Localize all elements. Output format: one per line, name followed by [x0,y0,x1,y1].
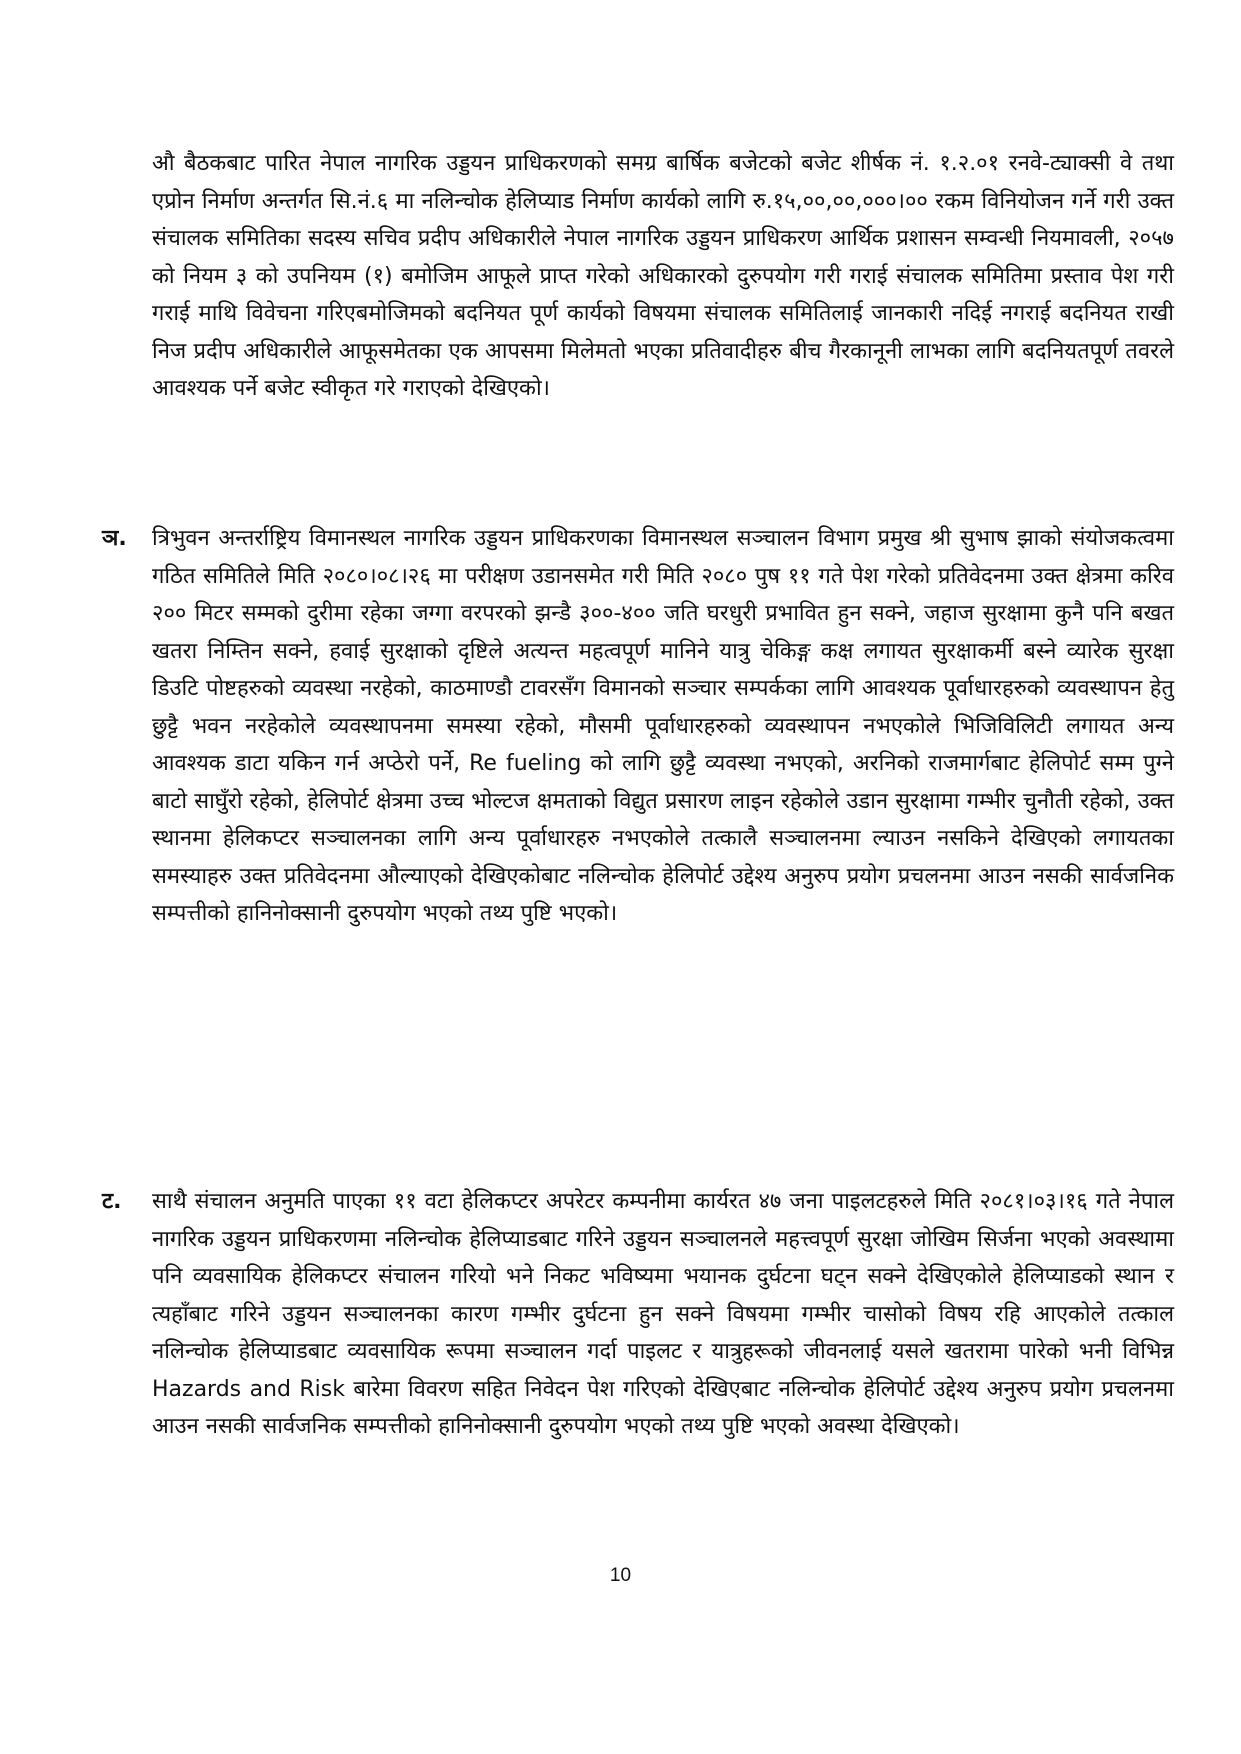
list-item-marker: ट. [102,1189,122,1214]
list-item-marker: ञ. [102,526,127,551]
page-number: 10 [609,1565,632,1586]
list-item-text: त्रिभुवन अन्तर्राष्ट्रिय विमानस्थल नागरिक उड्डयन प्राधिकरणका विमानस्थल सञ्चालन विभाग प्रमुख श्री सुभाष झाको संयोजकत्वमा गठित समितिले मिति २०८०।०८।२६ मा परीक्षण उडानसमेत गरी मिति २०८० पुष ११ गते पेश गरेको प्रतिवेदनमा उक्त क्षेत्रमा करिव २०० मिटर सम्मको दुरीमा रहेका जग्गा वरपरको झन्डै ३००-४०० जति घरधुरी प्रभावित हुन सक्ने, जहाज सुरक्षामा कुनै पनि बखत खतरा निम्तिन सक्ने, हवाई सुरक्षाको दृष्टिले अत्यन्त महत्वपूर्ण मानिने यात्रु चेकिङ्ग कक्ष लगायत सुरक्षाकर्मी बस्ने व्यारेक सुरक्षा डिउटि पोष्टहरुको व्यवस्था नरहेको, काठमाण्डौ टावरसँग विमानको सञ्चार सम्पर्कका लागि आवश्यक पूर्वाधारहरुको व्यवस्थापन हेतु छुट्टै भवन नरहेकोले व्यवस्थापनमा समस्या रहेको, मौसमी पूर्वाधारहरुको व्यवस्थापन नभएकोले भिजिविलिटी लगायत अन्य आवश्यक डाटा यकिन गर्न अप्ठेरो पर्ने, Re fueling को लागि छुट्टै व्यवस्था नभएको, अरनिको राजमार्गबाट हेलिपोर्ट सम्म पुग्ने बाटो साघुँरो रहेको, हेलिपोर्ट क्षेत्रमा उच्च भोल्टज क्षमताको विद्युत प्रसारण लाइन रहेकोले उडान सुरक्षामा गम्भीर चुनौती रहेको, उक्त स्थानमा हेलिकप्टर सञ्चालनका लागि अन्य पूर्वाधारहरु नभएकोले तत्कालै सञ्चालनमा ल्याउन नसकिने देखिएको लगायतका समस्याहरु उक्त प्रतिवेदनमा औल्याएको देखिएकोबाट नलिन्चोक हेलिपोर्ट उद्देश्य अनुरुप प्रयोग प्रचलनमा आउन नसकी सार्वजनिक सम्पत्तीको हानिनोक्सानी दुरुपयोग भएको तथ्य पुष्टि भएको। [152,526,1174,926]
continuation-paragraph: औ बैठकबाट पारित नेपाल नागरिक उड्डयन प्राधिकरणको समग्र बार्षिक बजेटको बजेट शीर्षक नं. १.२.०१ रनवे-ट्याक्सी वे तथा एप्रोन निर्माण अन्तर्गत सि.नं.६ मा नलिन्चोक हेलिप्याड निर्माण कार्यको लागि रु.१५,००,००,०००।०० रकम विनियोजन गर्ने गरी उक्त संचालक समितिका सदस्य सचिव प्रदीप अधिकारीले नेपाल नागरिक उड्डयन प्राधिकरण आर्थिक प्रशासन सम्वन्धी नियमावली, २०५७ को नियम ३ को उपनियम (१) बमोजिम आफूले प्राप्त गरेको अधिकारको दुरुपयोग गरी गराई संचालक समितिमा प्रस्ताव पेश गरी गराई माथि विवेचना गरिएबमोजिमको बदनियत पूर्ण कार्यको विषयमा संचालक समितिलाई जानकारी नदिई नगराई बदनियत राखी निज प्रदीप अधिकारीले आफूसमेतका एक आपसमा मिलेमतो भएका प्रतिवादीहरु बीच गैरकानूनी लाभका लागि बदनियतपूर्ण तवरले आवश्यक पर्ने बजेट स्वीकृत गरे गराएको देखिएको। [152,151,1174,401]
list-item-text: साथै संचालन अनुमति पाएका ११ वटा हेलिकप्टर अपरेटर कम्पनीमा कार्यरत ४७ जना पाइलटहरुले मिति २०८१।०३।१६ गते नेपाल नागरिक उड्डयन प्राधिकरणमा नलिन्चोक हेलिप्याडबाट गरिने उड्डयन सञ्चालनले महत्त्वपूर्ण सुरक्षा जोखिम सिर्जना भएको अवस्थामा पनि व्यवसायिक हेलिकप्टर संचालन गरियो भने निकट भविष्यमा भयानक दुर्घटना घट्न सक्ने देखिएकोले हेलिप्याडको स्थान र त्यहाँबाट गरिने उड्डयन सञ्चालनका कारण गम्भीर दुर्घटना हुन सक्ने विषयमा गम्भीर चासोको विषय रहि आएकोले तत्काल नलिन्चोक हेलिप्याडबाट व्यवसायिक रूपमा सञ्चालन गर्दा पाइलट र यात्रुहरूको जीवनलाई यसले खतरामा पारेको भनी विभिन्न Hazards and Risk बारेमा विवरण सहित निवेदन पेश गरिएको देखिएबाट नलिन्चोक हेलिपोर्ट उद्देश्य अनुरुप प्रयोग प्रचलनमा आउन नसकी सार्वजनिक सम्पत्तीको हानिनोक्सानी दुरुपयोग भएको तथ्य पुष्टि भएको अवस्था देखिएको। [152,1189,1174,1439]
